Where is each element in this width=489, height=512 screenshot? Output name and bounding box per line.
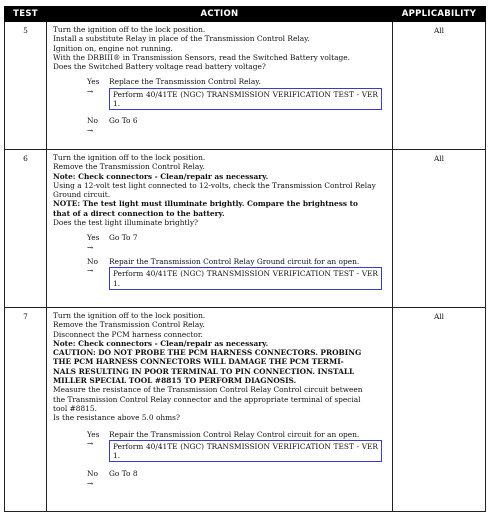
verification-test-link[interactable]: Perform 40/41TE (NGC) TRANSMISSION VERIFICATION TEST - VER 1. xyxy=(109,267,382,290)
step-text: With the DRBIII® in Transmission Sensors, read the Switched Battery voltage. xyxy=(53,52,350,62)
applicability-value: All xyxy=(393,150,486,308)
step-text: Turn the ignition off to the lock position. xyxy=(53,311,206,320)
step-text: Remove the Transmission Control Relay. xyxy=(53,162,205,172)
caution-text: THE PCM HARNESS CONNECTORS WILL DAMAGE THE PCM TERMI- xyxy=(53,357,344,367)
test-number: 5 xyxy=(5,22,47,150)
no-label: No xyxy=(87,256,98,266)
step-text: Remove the Transmission Control Relay. xyxy=(53,320,205,330)
goto-link[interactable]: Go To 8 xyxy=(109,469,138,479)
diagnostic-table xyxy=(4,6,486,512)
applicability-value: All xyxy=(393,22,486,150)
arrow-icon: → xyxy=(87,266,94,276)
goto-link[interactable]: Go To 6 xyxy=(109,116,138,126)
header-test: TEST xyxy=(5,7,47,22)
question-text: Does the test light illuminate brightly? xyxy=(53,218,199,228)
step-text: Does the Switched Battery voltage read battery voltage? xyxy=(53,62,266,72)
note-text: that of a direct connection to the battery. xyxy=(53,208,225,218)
yes-action: Replace the Transmission Control Relay. xyxy=(109,77,261,87)
question-text: Is the resistance above 5.0 ohms? xyxy=(53,413,180,423)
action-cell xyxy=(47,308,393,512)
no-label: No xyxy=(87,469,98,479)
step-text: Measure the resistance of the Transmission Control Relay Control circuit between xyxy=(53,385,363,395)
step-text: Using a 12-volt test light connected to 12-volts, check the Transmission Control Relay xyxy=(53,180,376,190)
yes-label: Yes xyxy=(87,233,100,243)
note-text: Note: Check connectors - Clean/repair as necessary. xyxy=(53,171,269,181)
test-number: 7 xyxy=(5,308,47,512)
arrow-icon: → xyxy=(87,478,94,488)
header-action: ACTION xyxy=(47,7,393,22)
arrow-icon: → xyxy=(87,125,94,135)
caution-text: NALS RESULTING IN POOR TERMINAL TO PIN CONNECTION. INSTALL xyxy=(53,366,355,376)
no-label: No xyxy=(87,116,98,126)
arrow-icon: → xyxy=(87,86,94,96)
yes-label: Yes xyxy=(87,77,100,87)
action-cell xyxy=(47,22,393,150)
note-text: Note: Check connectors - Clean/repair as necessary. xyxy=(53,338,269,348)
step-text: Ignition on, engine not running. xyxy=(53,43,173,53)
step-text: the Transmission Control Relay connector and the appropriate terminal of special xyxy=(53,394,361,404)
table-row xyxy=(5,308,486,512)
header-row xyxy=(5,7,486,22)
arrow-icon: → xyxy=(87,242,94,252)
yes-response xyxy=(53,77,386,112)
goto-link[interactable]: Go To 7 xyxy=(109,233,138,243)
no-response xyxy=(53,116,386,135)
yes-response xyxy=(53,430,386,465)
caution-text: CAUTION: DO NOT PROBE THE PCM HARNESS CONNECTORS. PROBING xyxy=(53,348,362,358)
note-text: NOTE: The test light must illuminate brightly. Compare the brightness to xyxy=(53,199,358,209)
step-text: Turn the ignition off to the lock position. xyxy=(53,153,206,162)
applicability-value: All xyxy=(393,308,486,512)
step-text: tool #8815. xyxy=(53,403,97,413)
yes-action: Repair the Transmission Control Relay Control circuit for an open. xyxy=(109,429,360,439)
yes-label: Yes xyxy=(87,429,100,439)
action-cell xyxy=(47,150,393,308)
no-response xyxy=(53,257,386,292)
test-number: 6 xyxy=(5,150,47,308)
header-applicability: APPLICABILITY xyxy=(393,7,486,22)
step-text: Turn the ignition off to the lock position. xyxy=(53,25,206,34)
caution-text: MILLER SPECIAL TOOL #8815 TO PERFORM DIAGNOSIS. xyxy=(53,376,297,386)
no-response xyxy=(53,469,386,488)
step-text: Ground circuit. xyxy=(53,190,111,200)
table-row xyxy=(5,150,486,308)
table-row xyxy=(5,22,486,150)
step-text: Disconnect the PCM harness connector. xyxy=(53,329,203,339)
verification-test-link[interactable]: Perform 40/41TE (NGC) TRANSMISSION VERIFICATION TEST - VER 1. xyxy=(109,440,382,463)
verification-test-link[interactable]: Perform 40/41TE (NGC) TRANSMISSION VERIFICATION TEST - VER 1. xyxy=(109,88,382,111)
arrow-icon: → xyxy=(87,438,94,448)
yes-response xyxy=(53,233,386,252)
no-action: Repair the Transmission Control Relay Ground circuit for an open. xyxy=(109,256,360,266)
step-text: Install a substitute Relay in place of the Transmission Control Relay. xyxy=(53,34,310,44)
